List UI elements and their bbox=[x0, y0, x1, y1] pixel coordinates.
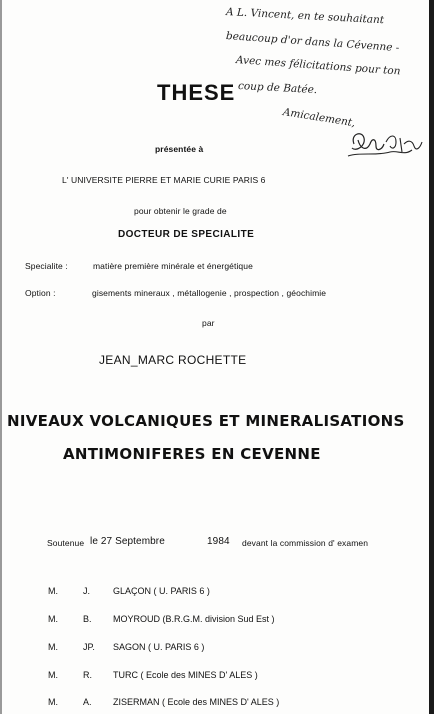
jury-member bbox=[48, 586, 210, 596]
specialty-value: matière première minérale et énergétique bbox=[93, 261, 253, 271]
jury-title: M. bbox=[48, 670, 58, 680]
jury-name: GLAÇON ( U. PARIS 6 ) bbox=[113, 586, 210, 596]
jury-name: ZISERMAN ( Ecole des MINES D' ALES ) bbox=[113, 697, 280, 707]
jury-member bbox=[48, 670, 258, 680]
handwritten-signature bbox=[346, 126, 424, 166]
dedication-line: coup de Batée. bbox=[237, 80, 318, 97]
jury-name: TURC ( Ecole des MINES D' ALES ) bbox=[113, 670, 258, 680]
jury-initial: JP. bbox=[83, 642, 95, 652]
degree-purpose: pour obtenir le grade de bbox=[134, 206, 227, 216]
dedication-line: Avec mes félicitations pour ton bbox=[235, 54, 401, 78]
jury-initial: B. bbox=[83, 614, 92, 624]
defense-year: 1984 bbox=[207, 536, 230, 547]
jury-initial: J. bbox=[83, 586, 91, 596]
dedication-line: beaucoup d'or dans la Cévenne - bbox=[225, 30, 400, 55]
presented-to: présentée à bbox=[155, 144, 204, 154]
defense-committee: devant la commission d' examen bbox=[242, 538, 369, 548]
jury-member bbox=[48, 697, 279, 707]
defense-prefix: Soutenue bbox=[47, 538, 85, 548]
jury-initial: A. bbox=[83, 697, 92, 707]
dedication-line: A L. Vincent, en te souhaitant bbox=[225, 6, 385, 27]
jury-title: M. bbox=[48, 642, 58, 652]
jury-title: M. bbox=[48, 614, 58, 624]
jury-initial: R. bbox=[83, 670, 92, 680]
jury-member bbox=[48, 614, 275, 624]
by-label: par bbox=[202, 318, 215, 328]
defense-date: le 27 Septembre bbox=[90, 536, 165, 547]
specialty-label: Specialite : bbox=[25, 261, 68, 271]
scan-edge-left bbox=[0, 0, 2, 714]
jury-member bbox=[48, 642, 204, 652]
jury-title: M. bbox=[48, 586, 58, 596]
option-value: gisements mineraux , métallogenie , prospection , géochimie bbox=[92, 288, 327, 298]
degree: DOCTEUR DE SPECIALITE bbox=[118, 229, 255, 240]
dedication-closing: Amicalement, bbox=[282, 106, 357, 130]
thesis-title-line: NIVEAUX VOLCANIQUES ET MINERALISATIONS bbox=[7, 412, 405, 430]
jury-title: M. bbox=[48, 697, 58, 707]
thesis-title-line: ANTIMONIFERES EN CEVENNE bbox=[63, 445, 321, 463]
scan-edge-right bbox=[429, 0, 434, 714]
jury-name: SAGON ( U. PARIS 6 ) bbox=[113, 642, 205, 652]
university: L' UNIVERSITE PIERRE ET MARIE CURIE PARIS 6 bbox=[62, 175, 266, 185]
author-name: JEAN_MARC ROCHETTE bbox=[99, 353, 247, 367]
document-title: THESE bbox=[157, 80, 236, 105]
jury-name: MOYROUD (B.R.G.M. division Sud Est ) bbox=[113, 614, 275, 624]
option-label: Option : bbox=[25, 288, 56, 298]
